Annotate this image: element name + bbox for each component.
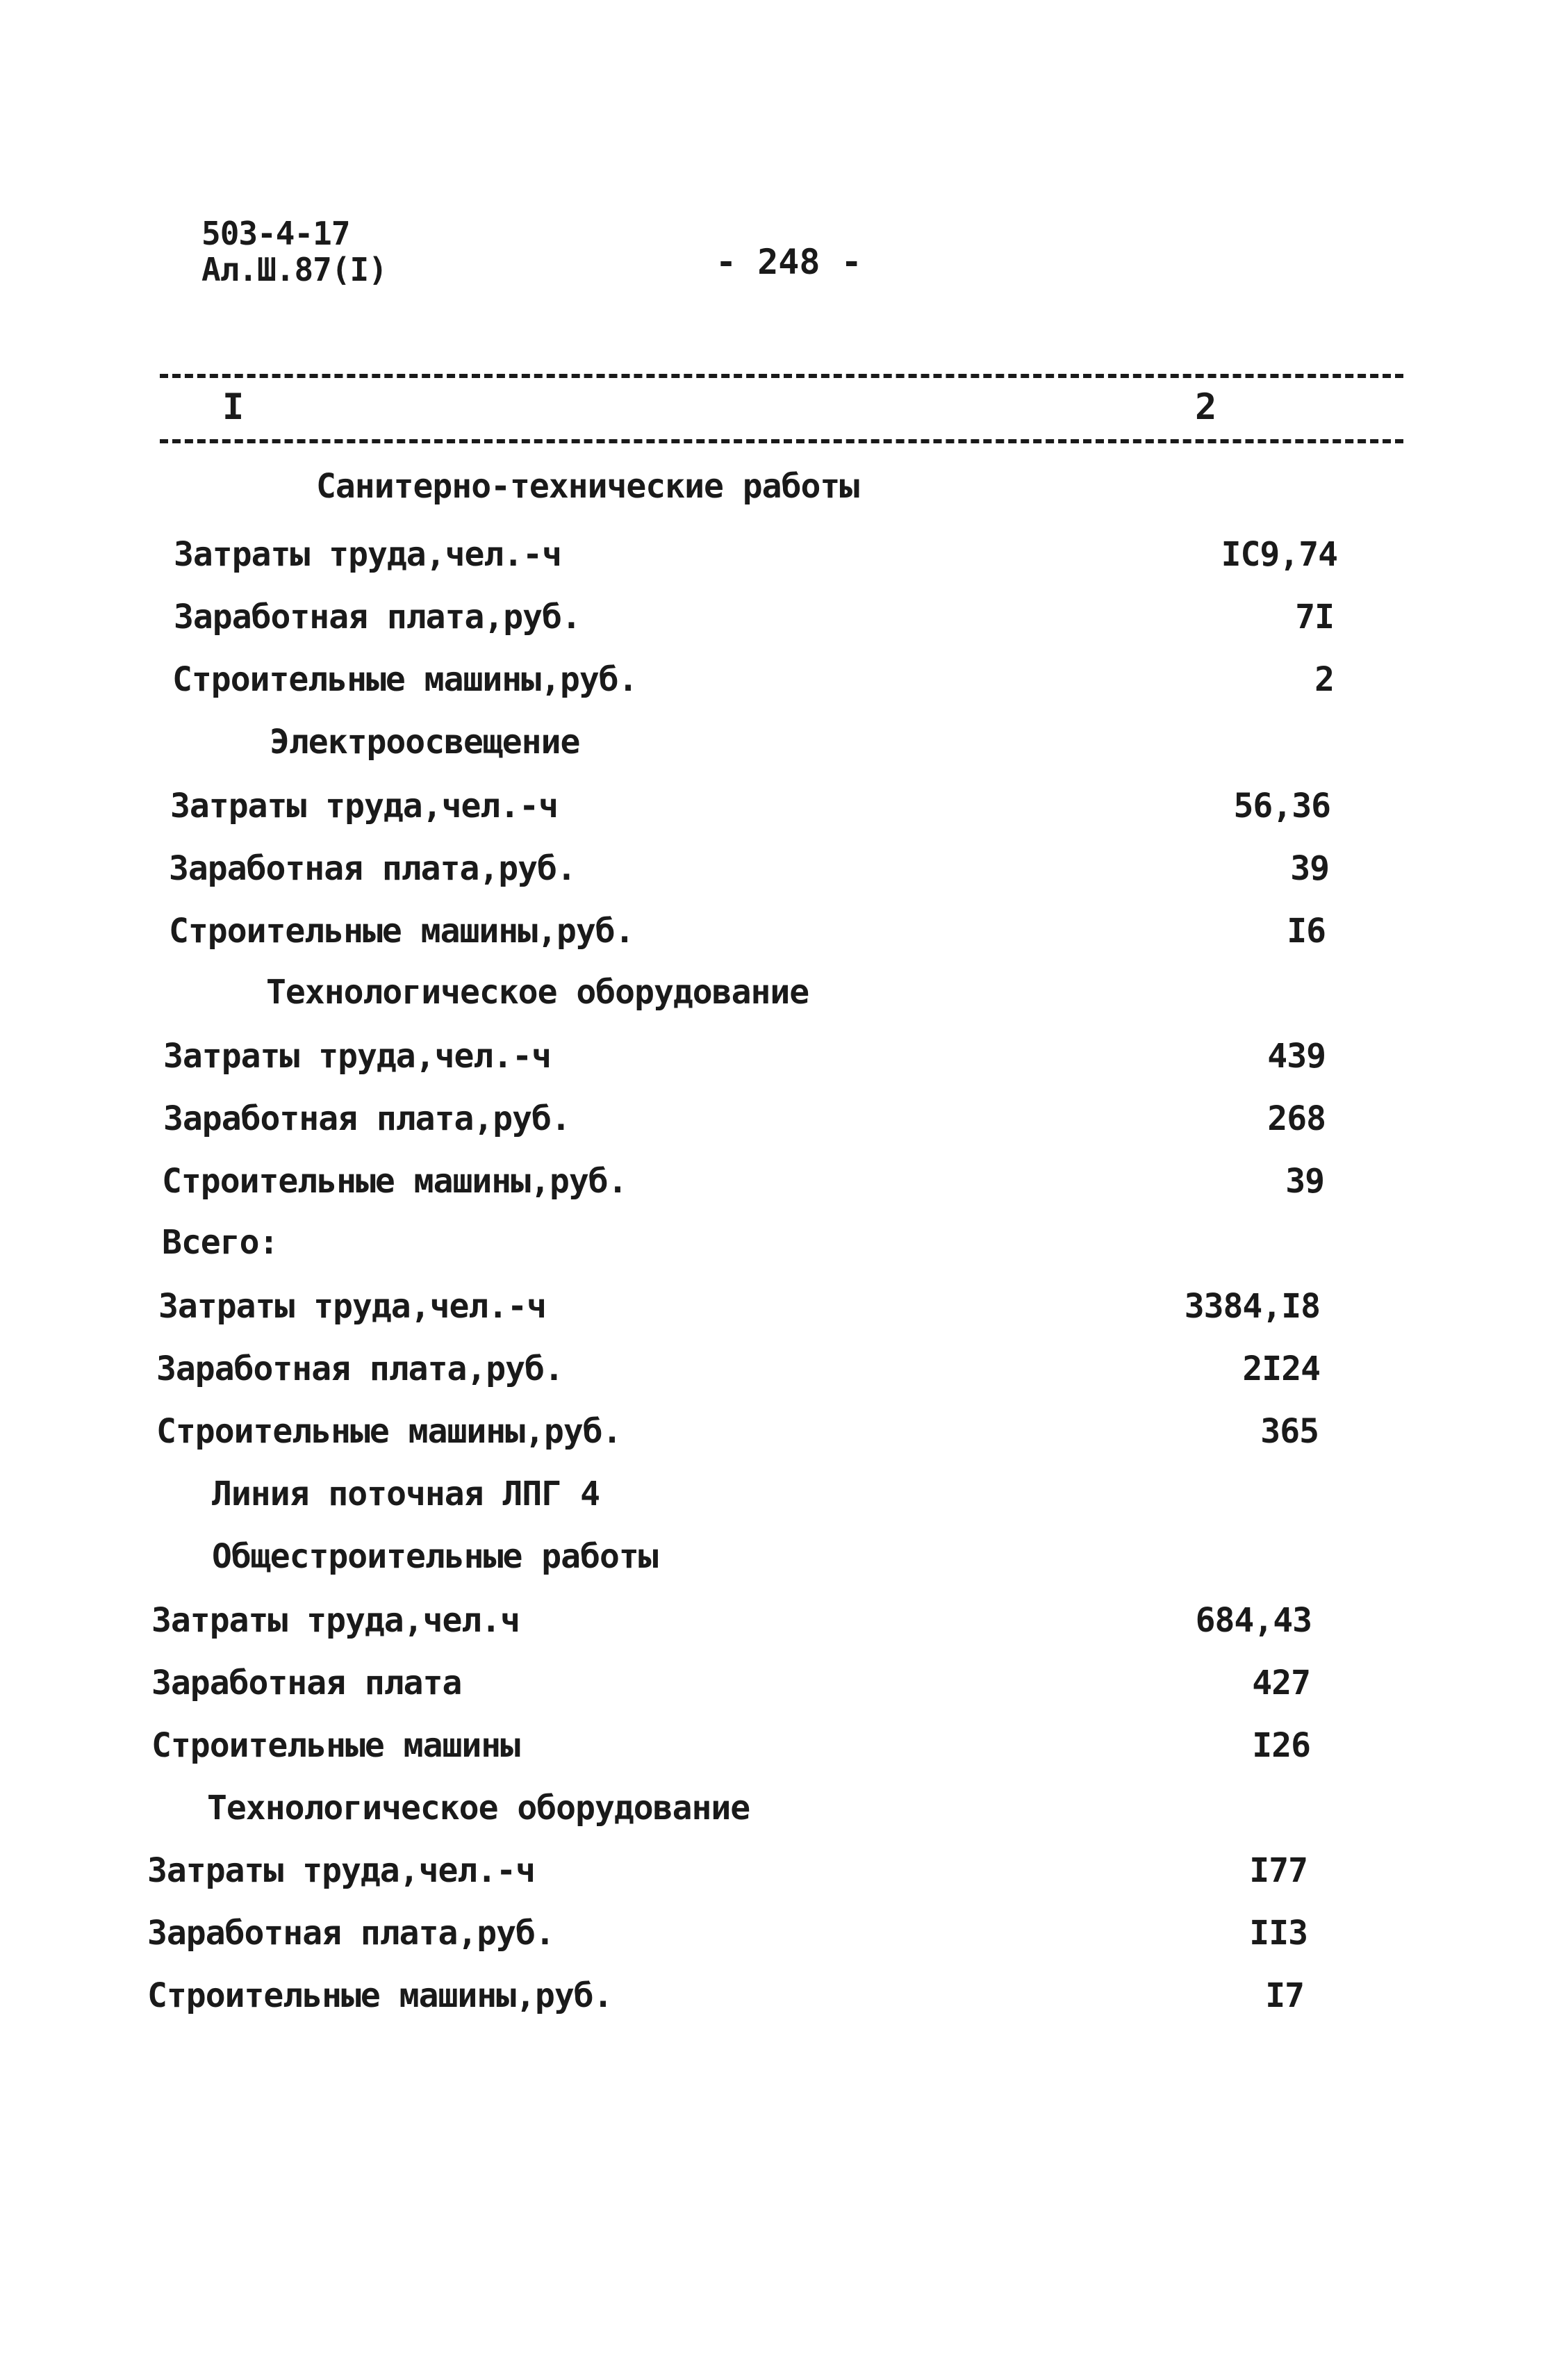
table-row [147, 1851, 1308, 1907]
column-header-1: I [222, 386, 245, 428]
row-label: Технологическое оборудование [266, 973, 809, 1012]
table-row [174, 598, 1334, 653]
row-value: IC9,74 [1221, 535, 1337, 574]
table-row [151, 1726, 1310, 1782]
row-label: Линия поточная ЛПГ 4 [212, 1475, 600, 1513]
row-value: 268 [1267, 1099, 1326, 1138]
row-label: Строительные машины,руб. [147, 1976, 613, 2015]
row-label: Заработная плата,руб. [174, 598, 581, 637]
row-value: 3384,I8 [1184, 1287, 1320, 1326]
row-label: Технологическое оборудование [207, 1789, 750, 1828]
row-label: Затраты труда,чел.-ч [170, 787, 558, 826]
row-value: I7 [1265, 1976, 1304, 2015]
row-value: 684,43 [1195, 1601, 1312, 1640]
row-label: Санитерно-технические работы [316, 467, 859, 506]
table-row [172, 660, 1334, 716]
row-label: Строительные машины,руб. [162, 1162, 627, 1201]
section-heading-lighting [270, 723, 1270, 778]
page-number: - 248 - [716, 242, 862, 282]
row-label: Заработная плата,руб. [169, 849, 576, 888]
table-top-divider [160, 374, 1403, 378]
row-value: 7I [1295, 598, 1334, 637]
table-row [147, 1976, 1304, 2032]
row-value: 2I24 [1242, 1349, 1320, 1388]
column-header-2: 2 [1195, 386, 1217, 428]
row-value: I26 [1252, 1726, 1310, 1765]
row-label: Затраты труда,чел.-ч [158, 1287, 546, 1326]
row-label: Заработная плата,руб. [163, 1099, 570, 1138]
row-value: 427 [1252, 1664, 1310, 1702]
section-heading-sanitary [316, 467, 1317, 523]
row-value: I77 [1249, 1851, 1308, 1890]
row-label: Заработная плата,руб. [156, 1349, 563, 1388]
row-value: II3 [1249, 1914, 1308, 1953]
row-label: Строительные машины,руб. [156, 1412, 622, 1451]
row-value: 439 [1267, 1037, 1326, 1076]
row-label: Затраты труда,чел.ч [151, 1601, 520, 1640]
section-heading-tech-equipment-2 [207, 1789, 1207, 1844]
table-row [170, 787, 1330, 842]
row-value: 56,36 [1233, 787, 1330, 826]
table-row [151, 1664, 1310, 1719]
table-row [147, 1914, 1308, 1969]
table-row [158, 1287, 1320, 1343]
row-value: 39 [1290, 849, 1329, 888]
table-row [151, 1601, 1312, 1657]
row-label: Строительные машины,руб. [172, 660, 638, 699]
row-value: I6 [1287, 912, 1326, 951]
section-heading-general-construction [212, 1537, 1212, 1593]
code-line-1: 503-4-17 [201, 215, 350, 252]
row-label: Электроосвещение [270, 723, 580, 762]
row-label: Заработная плата [151, 1664, 462, 1702]
row-label: Всего: [162, 1223, 279, 1262]
row-label: Затраты труда,чел.-ч [163, 1037, 551, 1076]
row-value: 2 [1314, 660, 1334, 699]
row-label: Затраты труда,чел.-ч [174, 535, 561, 574]
table-row [163, 1037, 1326, 1092]
section-heading-total [162, 1223, 1162, 1279]
table-row [169, 912, 1326, 967]
table-row [156, 1349, 1320, 1405]
table-header-divider [160, 439, 1403, 443]
row-value: 365 [1260, 1412, 1319, 1451]
code-line-2: Ал.Ш.87(I) [201, 251, 387, 288]
table-row [156, 1412, 1319, 1468]
section-heading-line-lpg4 [212, 1475, 1212, 1530]
document-code [201, 215, 387, 288]
table-row [163, 1099, 1326, 1155]
row-label: Строительные машины,руб. [169, 912, 634, 951]
table-row [162, 1162, 1324, 1217]
row-label: Строительные машины [151, 1726, 520, 1765]
row-label: Общестроительные работы [212, 1537, 658, 1576]
row-label: Затраты труда,чел.-ч [147, 1851, 535, 1890]
section-heading-tech-equipment [266, 973, 1267, 1028]
table-row [174, 535, 1337, 591]
row-value: 39 [1285, 1162, 1324, 1201]
table-row [169, 849, 1329, 905]
row-label: Заработная плата,руб. [147, 1914, 554, 1953]
